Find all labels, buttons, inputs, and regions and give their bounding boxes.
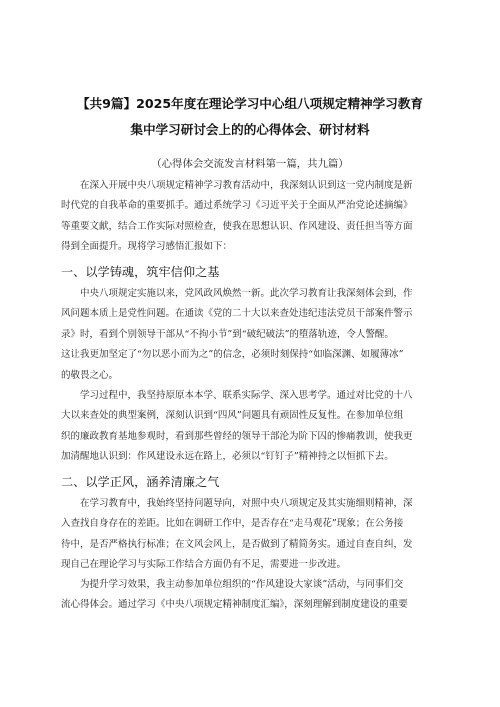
paragraph-line: 这让我更加坚定了“勿以恶小而为之”的信念，必须时刻保持“如临深渊、如履薄冰” (61, 349, 404, 361)
paragraph-line: 加清醒地认识到：作风建设永远在路上，必须以“钉钉子”精神持之以恒抓下去。 (61, 451, 394, 463)
section-heading-2: 二、以学正风，涵养清廉之气 (61, 475, 220, 489)
intro-line: 得到全面提升。现将学习感悟汇报如下： (61, 241, 233, 253)
section1-paragraph-1 (61, 284, 441, 386)
paragraph-line: 在学习教育中，我始终坚持问题导向，对照中央八项规定及其实施细则精神，深 (61, 498, 413, 509)
intro-line: 时代党的自我革命的重要抓手。通过系统学习《习近平关于全面从严治党论述摘编》 (61, 200, 413, 212)
document-title-line-2: 集中学习研讨会上的的心得体会、研讨材料 (130, 122, 370, 137)
paragraph-line: 织的廉政教育基地参观时，看到那些曾经的领导干部沦为阶下囚的惨痛教训，使我更 (61, 430, 413, 442)
paragraph-line: 学习过程中，我坚持原原本本学、联系实际学、深入思考学。通过对比党的十八 (61, 390, 413, 401)
paragraph-line: 流心得体会。通过学习《中央八项规定精神制度汇编》，深刻理解到制度建设的重要 (61, 599, 408, 611)
section1-paragraph-2 (61, 386, 441, 468)
document-title-line-1: 【共9篇】2025年度在理论学习中心组八项规定精神学习教育 (76, 96, 424, 111)
paragraph-line: 的敬畏之心。 (61, 369, 119, 381)
section-heading-1: 一、以学铸魂，筑牢信仰之基 (61, 265, 220, 279)
paragraph-line: 中央八项规定实施以来，党风政风焕然一新。此次学习教育让我深刻体会到，作 (61, 288, 413, 299)
document-subtitle: （心得体会交流发言材料第一篇，共九篇） (151, 158, 349, 170)
intro-line: 等重要文献，结合工作实际对照检查，使我在思想认识、作风建设、责任担当等方面 (61, 220, 413, 232)
section2-paragraph-2 (61, 575, 441, 616)
intro-paragraph (61, 176, 441, 258)
paragraph-line: 录》时，看到个别领导干部从“不拘小节”到“破纪破法”的堕落轨迹，令人警醒。 (61, 328, 394, 340)
intro-line: 在深入开展中央八项规定精神学习教育活动中，我深刻认识到这一党内制度是新 (61, 180, 413, 191)
paragraph-line: 入查找自身存在的差距。比如在调研工作中，是否存在“走马观花”现象；在公务接 (61, 518, 404, 530)
paragraph-line: 大以来查处的典型案例，深刻认识到“四风”问题具有顽固性反复性。在参加单位组 (61, 410, 404, 422)
paragraph-line: 为提升学习效果，我主动参加单位组织的“作风建设大家谈”活动，与同事们交 (61, 579, 404, 590)
paragraph-line: 风问题本质上是党性问题。在通读《党的二十大以来查处违纪违法党员干部案件警示 (61, 308, 413, 320)
paragraph-line: 现自己在理论学习与实际工作结合方面仍有不足，需要进一步改进。 (61, 559, 347, 571)
paragraph-line: 待中，是否严格执行标准；在文风会风上，是否做到了精简务实。通过自查自纠，发 (61, 538, 413, 550)
section2-paragraph-1 (61, 494, 441, 576)
